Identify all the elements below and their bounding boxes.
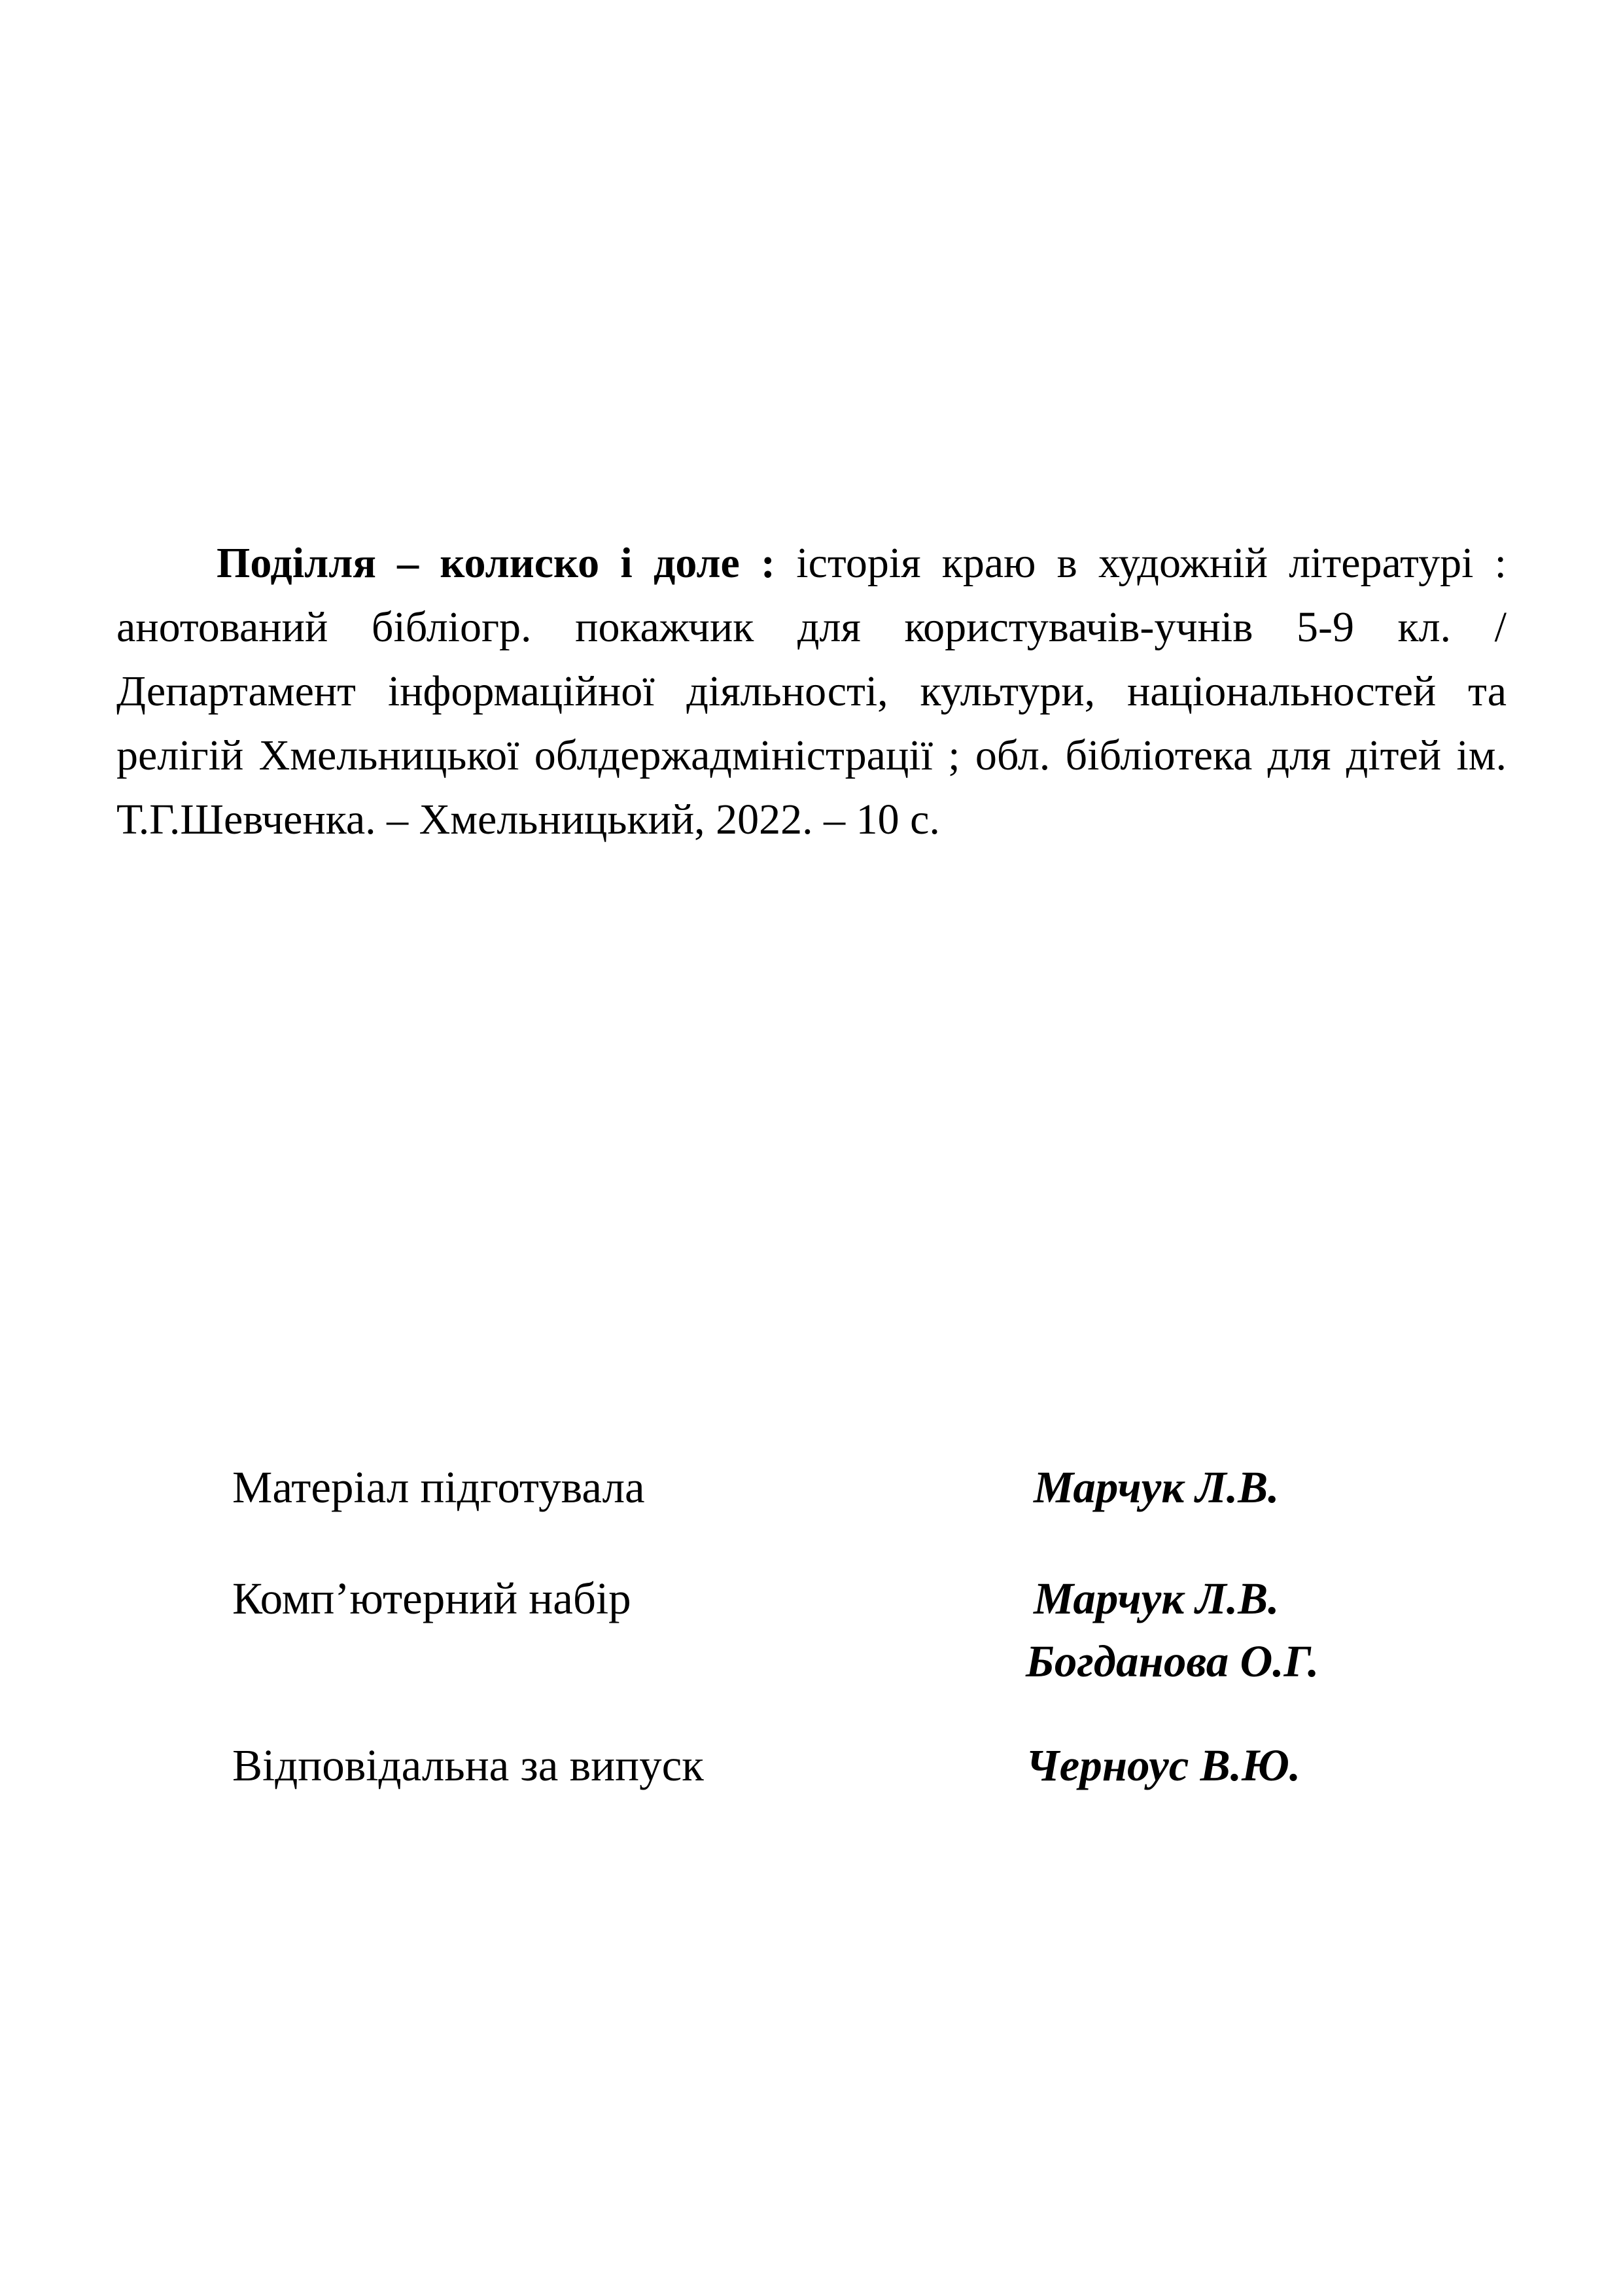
credit-name: Черноус В.Ю. [1026, 1740, 1301, 1790]
credit-label: Комп’ютерний набір [232, 1574, 631, 1623]
credit-name: Марчук Л.В. [1034, 1462, 1280, 1512]
credit-name: Марчук Л.В. [1034, 1574, 1280, 1623]
bibliographic-description: історія краю в художній літературі : анотований бібліогр. покажчик для користувачів-учнів 5-9 кл. / Департамент інформаційної діяльності, культури, національностей та релігій Хмельницької облдержадміністрації ; обл. бібліотека для дітей ім. Т.Г.Шевченка. – Хмельницький, 2022. – 10 с. [116, 539, 1507, 843]
credit-label: Відповідальна за випуск [232, 1740, 704, 1790]
credit-names [1026, 1567, 1319, 1693]
bibliographic-title: Поділля – колиско і доле : [217, 539, 776, 587]
credit-label: Матеріал підготувала [232, 1462, 645, 1512]
credit-name: Богданова О.Г. [1026, 1636, 1319, 1686]
credit-names [1026, 1734, 1300, 1797]
bibliographic-entry [116, 531, 1507, 852]
credit-names [1034, 1456, 1279, 1519]
